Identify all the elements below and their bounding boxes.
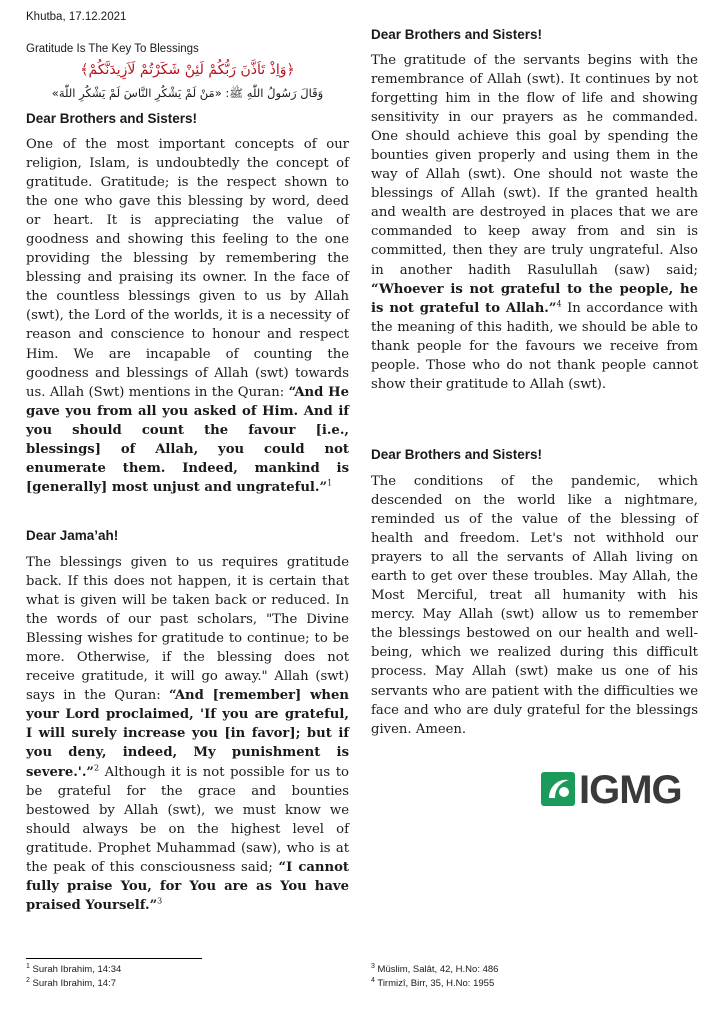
paragraph-blessings-gratitude <box>26 553 349 915</box>
quran-quote: “And [remember] when your Lord proclaimed, 'If you are grateful, I will surely increase you [in favor]; but if you deny, indeed, My punishment is severe.'.” <box>26 688 349 780</box>
footnote-1 <box>26 963 121 976</box>
footnote-number: 1 <box>26 962 30 970</box>
footnote-number: 2 <box>26 976 30 984</box>
footnote-text: Surah Ibrahim, 14:7 <box>32 978 116 989</box>
hadith-quote: “Whoever is not grateful to the people, he is not grateful to Allah.” <box>371 281 698 316</box>
footnote-ref: 4 <box>556 299 562 309</box>
arabic-hadith: وَقَالَ رَسُولُ اللّٰهِ ﷺ: «مَنْ لَمْ يَشْكُرِ النَّاسَ لَمْ يَشْكُرِ اللّٰهَ» <box>51 86 324 100</box>
heading-dear-brothers-sisters: Dear Brothers and Sisters! <box>371 27 543 42</box>
footnote-divider <box>26 958 202 959</box>
paragraph-text: In accordance with the meaning of this hadith, we should be able to thank people for the favours we receive from people. Those who do not thank people cannot show their gratitude to Allah (swt). <box>371 300 698 392</box>
heading-dear-brothers-sisters: Dear Brothers and Sisters! <box>26 111 198 126</box>
footnote-number: 3 <box>371 962 375 970</box>
arabic-verse: ﴿وَاِذْ تَاَذَّنَ رَبُّكُمْ لَئِنْ شَكَرْتُمْ لَاَزِيدَنَّكُمْ﴾ <box>80 62 295 78</box>
quran-quote: “And He gave you from all you asked of Him. And if you should count the favour [i.e., blessings] of Allah, you could not enumerate them. Indeed, mankind is [generally] most unjust and ungrateful.” <box>26 384 349 495</box>
paragraph-pandemic <box>371 472 698 739</box>
footnote-3 <box>371 963 498 976</box>
paragraph-text: One of the most important concepts of our religion, Islam, is undoubtedly the concept of gratitude. Gratitude; is the respect shown to the one who gave this blessing by word, deed or heart. It is appreciating the value of goodness and showing this feeling to the one providing the blessing by remembering the blessing and praising its owner. In the face of the countless blessings given to us by Allah (swt), the Lord of the worlds, it is a necessity of reason and conscience to honour and respect Him. We are incapable of counting the goodness and blessings of Allah (swt) towards us. Allah (Swt) mentions in the Quran: <box>26 137 349 400</box>
footnote-ref: 1 <box>327 478 333 488</box>
footnote-number: 4 <box>371 976 375 984</box>
footnote-ref: 2 <box>94 763 100 773</box>
paragraph-gratitude-concept <box>26 135 349 497</box>
igmg-emblem-icon <box>541 772 575 806</box>
footnote-4 <box>371 977 494 990</box>
paragraph-text: Although it is not possible for us to be grateful for the grace and bounties bestowed by Allah (swt), we must know we should always be on the highest level of gratitude. Prophet Muhammad (saw), who is at the peak of this consciousness said; <box>26 764 349 875</box>
logo-wordmark: IGMG <box>579 768 682 812</box>
paragraph-text: The conditions of the pandemic, which descended on the world like a nightmare, reminded us of the value of the blessing of health and freedom. Let's not withhold our prayers to all the servants of Allah living on earth to get over these troubles. May Allah, the Most Merciful, treat all humanity with his mercy. May Allah (swt) allow us to remember the blessings bestowed on our health and well-being, which we realized during this difficult process. May Allah (swt) make us one of his servants who are patient with the difficulties we face and who are duly grateful for the blessings given. Ameen. <box>371 474 698 737</box>
footnote-ref: 3 <box>157 896 163 906</box>
heading-dear-brothers-sisters: Dear Brothers and Sisters! <box>371 447 543 462</box>
khutba-title: Gratitude Is The Key To Blessings <box>26 43 199 55</box>
paragraph-servants-gratitude <box>371 51 698 394</box>
footnote-text: Müslim, Salât, 42, H.No: 486 <box>377 964 499 975</box>
paragraph-text: The gratitude of the servants begins with the remembrance of Allah (swt). It continues by not forgetting him in the flow of life and showing sensitivity in our prayers as he commanded. One should achieve this goal by spending the bounties given properly and using them in the way of Allah (swt). One should not waste the blessings of Allah (swt). If the granted health and wealth are destroyed in places that we are commanded to keep away from and sin is committed, then they are truly ungrateful. Also in another hadith Rasulullah (saw) said; <box>371 53 698 278</box>
paragraph-text: The blessings given to us requires gratitude back. If this does not happen, it is certain that what is given will be taken back or reduced. In the words of our past scholars, "The Divine Blessing wishes for gratitude to continue; to be more. Otherwise, if the blessing does not receive gratitude, it will go away." Allah (swt) says in the Quran: <box>26 555 349 704</box>
khutba-date: Khutba, 17.12.2021 <box>26 11 127 23</box>
footnote-text: Tirmizî, Birr, 35, H.No: 1955 <box>377 978 495 989</box>
footnote-2 <box>26 977 116 990</box>
footnote-text: Surah Ibrahim, 14:34 <box>32 964 122 975</box>
heading-dear-jamaah: Dear Jama’ah! <box>26 528 119 543</box>
igmg-logo <box>541 768 724 812</box>
hadith-quote: “I cannot fully praise You, for You are as You have praised Yourself.” <box>26 859 349 913</box>
